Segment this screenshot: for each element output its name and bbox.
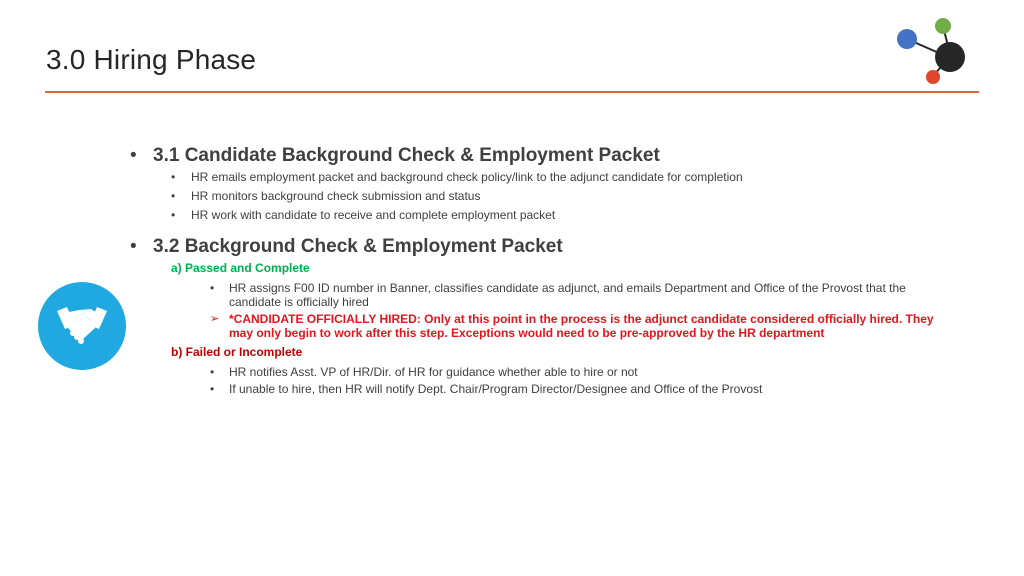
- logo-black-node: [935, 42, 965, 72]
- list-item: • HR assigns F00 ID number in Banner, classifies candidate as adjunct, and emails Department and Office of the Provost that the candidate is officially hired: [210, 281, 906, 309]
- logo-red-node: [926, 70, 940, 84]
- section-heading-3-1: • 3.1 Candidate Background Check & Employment Packet: [130, 145, 660, 166]
- title-divider: [45, 91, 979, 93]
- failed-label: b) Failed or Incomplete: [171, 345, 303, 359]
- passed-label: a) Passed and Complete: [171, 261, 310, 275]
- handshake-badge: [38, 282, 126, 370]
- arrow-bullet-icon: ➢: [210, 313, 220, 325]
- list-item: • HR emails employment packet and background check policy/link to the adjunct candidate for completion: [171, 170, 743, 184]
- network-nodes-icon: [890, 14, 970, 88]
- list-item: • HR notifies Asst. VP of HR/Dir. of HR for guidance whether able to hire or not: [210, 365, 638, 379]
- list-item: • HR work with candidate to receive and complete employment packet: [171, 208, 556, 222]
- slide-title: 3.0 Hiring Phase: [46, 44, 257, 75]
- bullet: •: [130, 236, 137, 257]
- logo-blue-node: [897, 29, 917, 49]
- officially-hired-alert: ➢ *CANDIDATE OFFICIALLY HIRED: Only at this point in the process is the adjunct candidate considered officially hired. They may only begin to work after this step. Exceptions would need to be pre-approved by the HR department: [210, 312, 934, 340]
- slide-content: [130, 140, 960, 399]
- handshake-icon: [55, 303, 109, 349]
- logo-green-node: [935, 18, 951, 34]
- section-heading-3-2: • 3.2 Background Check & Employment Packet: [130, 236, 563, 257]
- list-item: • If unable to hire, then HR will notify Dept. Chair/Program Director/Designee and Office of the Provost: [210, 382, 763, 396]
- list-item: • HR monitors background check submission and status: [171, 189, 481, 203]
- bullet: •: [130, 145, 137, 166]
